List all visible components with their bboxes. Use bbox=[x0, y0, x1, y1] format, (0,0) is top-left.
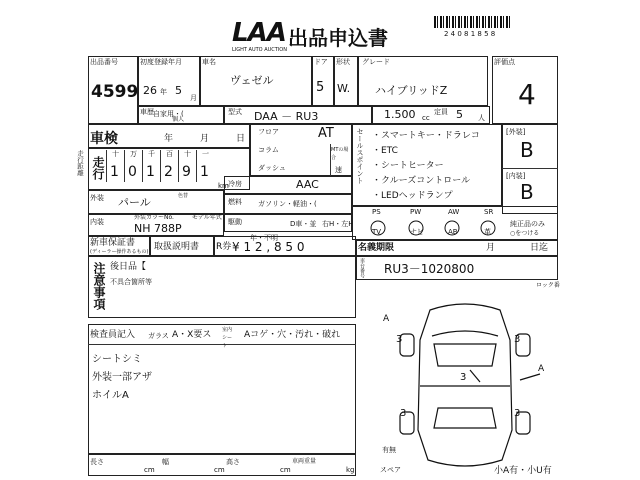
capacity-unit: 人 bbox=[478, 114, 485, 122]
body-shape: W. bbox=[337, 82, 351, 95]
model-type: DAA － RU3 bbox=[254, 110, 319, 123]
first-reg-month: 5 bbox=[175, 84, 182, 97]
interior-label: 内装 bbox=[90, 218, 104, 226]
chassis-label: 車台番号 bbox=[359, 258, 365, 278]
color-change-label: 色替 bbox=[178, 193, 189, 199]
sale-point-item: ・クルーズコントロール bbox=[372, 176, 471, 186]
spare-check: 有無 bbox=[382, 446, 396, 454]
odometer-digit-5: 1 bbox=[200, 164, 209, 180]
odometer-side-note: 走行距離 bbox=[76, 150, 84, 176]
goods-label: 後日品【 bbox=[110, 262, 147, 272]
outer-grade: B bbox=[520, 138, 534, 162]
cooler-box bbox=[224, 176, 352, 194]
equip-sr: SR bbox=[484, 208, 494, 216]
displacement: 1.500 bbox=[384, 108, 416, 121]
meigi-label: 名義期限 bbox=[358, 243, 395, 253]
odometer-digit-1: 0 bbox=[128, 164, 137, 180]
weight-unit: kg bbox=[346, 466, 355, 474]
sale-points-label: セールスポイント bbox=[356, 128, 364, 184]
odometer-digit-2: 1 bbox=[146, 164, 155, 180]
door-count: 5 bbox=[316, 80, 325, 95]
odometer-label: 走行 bbox=[91, 156, 105, 180]
cooler-label: 冷房 bbox=[228, 180, 242, 188]
exterior-color: パール bbox=[118, 196, 151, 209]
equip-nav: ナビ bbox=[410, 228, 424, 236]
glass-codes: A・X要ス bbox=[172, 330, 212, 340]
length-unit: cm bbox=[144, 466, 155, 474]
score-label: 評価点 bbox=[494, 58, 515, 66]
diagram-circle-3: 3 bbox=[400, 408, 407, 419]
first-reg-label: 初度登録年月 bbox=[140, 58, 182, 66]
exterior-label: 外装 bbox=[90, 194, 104, 202]
first-reg-month-unit: 月 bbox=[190, 94, 197, 102]
shaken-year: 年 bbox=[164, 134, 174, 144]
shaken-day: 日 bbox=[236, 134, 246, 144]
model-type-label: 型式 bbox=[228, 108, 242, 116]
seat-label: 室内シート bbox=[222, 327, 233, 349]
reg-history-label: 車歴 bbox=[140, 108, 154, 116]
diagram-circle-2: 3 bbox=[514, 334, 521, 345]
mt-label: MTの場合 bbox=[331, 147, 349, 161]
shaken-label: 車検 bbox=[90, 131, 118, 147]
door-label: ドア bbox=[314, 58, 328, 66]
color-no-label: 外装カラーNo. bbox=[134, 214, 174, 221]
odometer-unit-1: 万 bbox=[130, 150, 137, 158]
seat-codes: Aコゲ・穴・汚れ・破れ bbox=[244, 330, 341, 340]
odometer-unit: km bbox=[218, 182, 229, 190]
shaken-month: 月 bbox=[200, 134, 210, 144]
grade-value: ハイブリッドZ bbox=[375, 84, 448, 97]
drive-label: 駆動 bbox=[228, 218, 242, 226]
inspector-note: 外装一部アザ bbox=[92, 372, 152, 383]
defects-label: 不具合箇所等 bbox=[110, 278, 152, 286]
genuine-label: 純正品のみ bbox=[510, 220, 545, 228]
equip-ps: PS bbox=[372, 208, 381, 216]
reg-history-individual: 個人 bbox=[172, 116, 185, 123]
reg-history-options: 自家用・( bbox=[153, 110, 184, 118]
notes-label: 注意事項 bbox=[92, 262, 106, 310]
sale-point-item: ・シートヒーター bbox=[372, 161, 444, 171]
lot-number-label: 出品番号 bbox=[90, 58, 118, 66]
equip-aw: AW bbox=[448, 208, 460, 216]
barcode bbox=[434, 16, 512, 28]
first-reg-year-unit: 年 bbox=[160, 88, 167, 96]
inspector-note: シートシミ bbox=[92, 354, 142, 365]
width-unit: cm bbox=[214, 466, 225, 474]
meigi-day: 日迄 bbox=[530, 243, 549, 253]
inner-grade: B bbox=[520, 180, 534, 204]
odometer-digit-4: 9 bbox=[182, 164, 191, 180]
fuel-label: 燃料 bbox=[228, 198, 242, 206]
bottom-note: 小A有・小U有 bbox=[494, 466, 552, 476]
barcode-number: 2 4 0 8 1 8 5 8 bbox=[444, 30, 496, 38]
chassis-number: RU3－1020800 bbox=[384, 262, 475, 276]
logo: LAA bbox=[232, 18, 286, 48]
width-label: 幅 bbox=[162, 458, 169, 466]
color-no: NH 788P bbox=[134, 222, 182, 235]
meigi-month: 月 bbox=[486, 243, 496, 253]
floor-label: フロア bbox=[258, 128, 279, 136]
odometer-digit-3: 2 bbox=[164, 164, 173, 180]
model-name: ヴェゼル bbox=[230, 74, 274, 87]
model-year-label: モデル年式 bbox=[192, 214, 222, 221]
lot-number: 4599 bbox=[91, 82, 139, 102]
inspector-label: 検査員記入 bbox=[90, 330, 136, 340]
car-diagram bbox=[370, 300, 570, 476]
odometer-unit-2: 千 bbox=[148, 150, 155, 158]
first-reg-year: 26 bbox=[143, 84, 157, 97]
lock-label: ロック番 bbox=[536, 282, 560, 289]
diagram-mark-right: A bbox=[538, 364, 545, 374]
sale-point-item: ・LEDヘッドランプ bbox=[372, 191, 453, 201]
sale-point-item: ・スマートキー・ドラレコ bbox=[372, 131, 480, 141]
form-title: 出品申込書 bbox=[288, 26, 388, 50]
manual-label: 取扱説明書 bbox=[154, 242, 200, 252]
odometer-digit-0: 1 bbox=[110, 164, 119, 180]
inspector-note: ホイルA bbox=[92, 390, 129, 401]
logo-subtitle: LIGHT AUTO AUCTION bbox=[232, 47, 287, 53]
capacity: 5 bbox=[456, 108, 463, 121]
odometer-unit-4: 十 bbox=[184, 150, 191, 158]
capacity-label: 定員 bbox=[434, 108, 448, 116]
steer-value: 右H・左H bbox=[322, 220, 354, 228]
weight-label: 車両重量 bbox=[292, 458, 317, 465]
displacement-unit: cc bbox=[422, 114, 430, 122]
height-label: 高さ bbox=[226, 458, 240, 466]
dash-label: ダッシュ bbox=[258, 164, 286, 172]
grade-label: グレード bbox=[362, 58, 390, 66]
cooler-value: AAC bbox=[296, 178, 319, 191]
model-year-value: 年・不明 bbox=[250, 234, 278, 242]
equip-leather: 革 bbox=[484, 228, 491, 236]
diagram-mark-left: A bbox=[383, 314, 390, 324]
column-label: コラム bbox=[258, 146, 279, 154]
inner-grade-label: [内装] bbox=[506, 172, 526, 180]
fuel-value: ガソリン・軽油・( bbox=[258, 200, 317, 208]
equip-ab: AB bbox=[448, 228, 458, 236]
recycle-label: R券 bbox=[216, 242, 232, 252]
outer-grade-label: [外装] bbox=[506, 128, 526, 136]
exterior-box bbox=[88, 190, 224, 214]
diagram-circle-5: 3 bbox=[460, 372, 467, 383]
height-unit: cm bbox=[280, 466, 291, 474]
odometer-unit-0: 十 bbox=[112, 150, 119, 158]
floor-value: AT bbox=[318, 126, 334, 141]
model-name-label: 車名 bbox=[202, 58, 216, 66]
length-label: 長さ bbox=[90, 458, 104, 466]
equipment-circles bbox=[352, 206, 558, 240]
equip-pw: PW bbox=[410, 208, 422, 216]
recycle-value: ¥ 1 2 , 8 5 0 bbox=[232, 240, 305, 254]
shape-label: 形状 bbox=[336, 58, 350, 66]
spare-label: スペア bbox=[380, 466, 401, 474]
warranty-sub: (ディーラー操作あるもの) bbox=[90, 249, 149, 255]
diagram-circle-1: 3 bbox=[396, 334, 403, 345]
sale-point-item: ・ETC bbox=[372, 146, 398, 156]
odometer-unit-3: 百 bbox=[166, 150, 173, 158]
drive-value: D車・並 bbox=[290, 220, 317, 228]
odometer-unit-5: 一 bbox=[202, 150, 209, 158]
warranty-label: 新車保証書 bbox=[90, 238, 136, 248]
marks-note: ○をつける bbox=[510, 230, 540, 237]
diagram-circle-4: 3 bbox=[514, 408, 521, 419]
score-value: 4 bbox=[518, 78, 536, 111]
glass-label: ガラス bbox=[148, 332, 169, 340]
mt-value: 速 bbox=[335, 166, 342, 174]
equip-tv: TV bbox=[372, 228, 382, 236]
